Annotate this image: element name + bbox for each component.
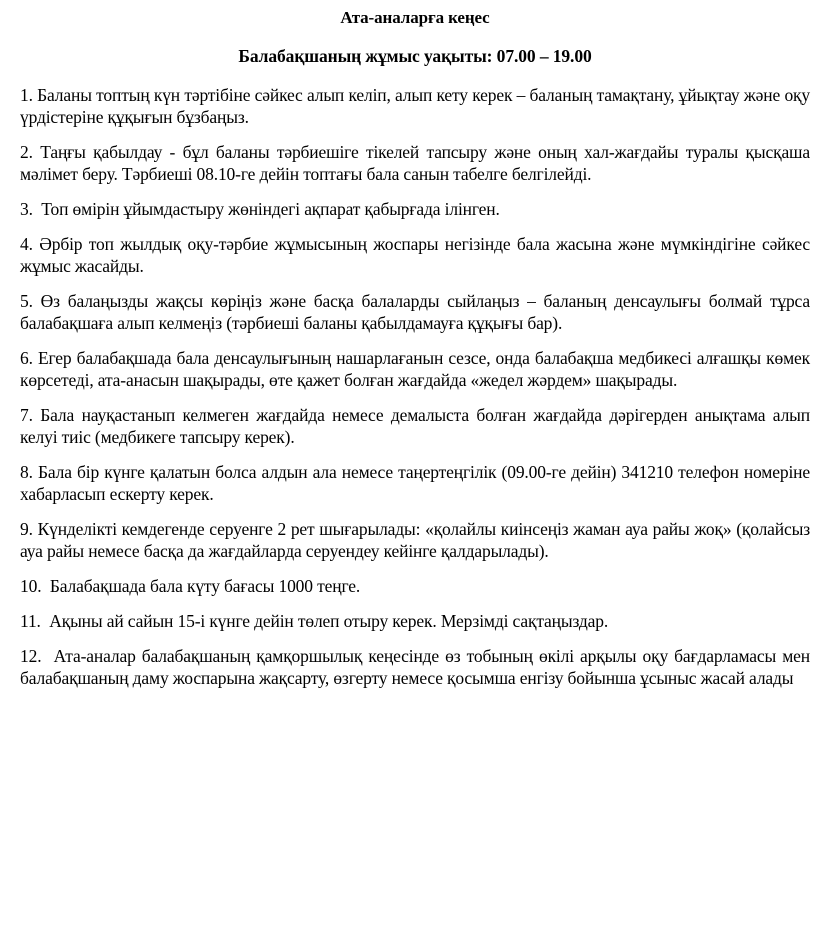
- item-number: 3.: [20, 199, 33, 219]
- item-text: Бала бір күнге қалатын болса алдын ала немесе таңертеңгілік (09.00-ге дейін) 341210 телефон номеріне хабарласып ескерту керек.: [20, 462, 810, 504]
- item-text: Балабақшада бала күту бағасы 1000 теңге.: [49, 576, 361, 596]
- item-text: Күнделікті кемдегенде серуенге 2 рет шығарылады: «қолайлы киінсеңіз жаман ауа райы жоқ» (қолайсыз ауа райы немесе басқа да жағдайларда серуендеу кейінге қалдарылады).: [20, 519, 811, 561]
- list-item: [20, 233, 810, 277]
- item-number: 4.: [20, 234, 33, 254]
- item-text: Егер балабақшада бала денсаулығының нашарлағанын сезсе, онда балабақша медбикесі алғашқы көмек көрсетеді, ата-анасын шақырады, өте қажет болған жағдайда «жедел жәрдем» шақырады.: [20, 348, 810, 390]
- list-item: [20, 518, 810, 562]
- item-number: 2.: [20, 142, 33, 162]
- item-text: Бала науқастанып келмеген жағдайда немесе демалыста болған жағдайда дәрігерден анықтама алып келуі тиіс (медбикеге тапсыру керек).: [20, 405, 810, 447]
- list-item: [20, 575, 810, 597]
- item-number: 5.: [20, 291, 33, 311]
- item-text: Таңғы қабылдау - бұл баланы тәрбиешіге тікелей тапсыру және оның хал-жағдайы туралы қысқаша мәлімет беру. Тәрбиеші 08.10-ге дейін топтағы бала санын табелге белгілейді.: [20, 142, 811, 184]
- list-item: [20, 645, 810, 689]
- list-item: [20, 610, 810, 632]
- list-item: [20, 347, 810, 391]
- item-text: Топ өмірін ұйымдастыру жөніндегі ақпарат қабырғада ілінген.: [41, 199, 500, 219]
- list-item: [20, 141, 810, 185]
- item-number: 8.: [20, 462, 33, 482]
- item-number: 7.: [20, 405, 33, 425]
- item-number: 6.: [20, 348, 33, 368]
- item-number: 12.: [20, 646, 42, 666]
- item-number: 11.: [20, 611, 41, 631]
- item-number: 10.: [20, 576, 42, 596]
- item-text: Ақыны ай сайын 15-і күнге дейін төлеп отыру керек. Мерзімді сақтаңыздар.: [49, 611, 609, 631]
- list-item: [20, 461, 810, 505]
- list-item: [20, 198, 810, 220]
- document-title: Ата-аналарға кеңес: [340, 8, 490, 27]
- item-text: Ата-аналар балабақшаның қамқоршылық кеңесінде өз тобының өкілі арқылы оқу бағдарламасы мен балабақшаның даму жоспарына жақсарту, өзгерту немесе қосымша енгізу бойынша ұсыныс жасай алады: [20, 646, 810, 688]
- list-item: [20, 84, 810, 128]
- advice-list: [20, 66, 810, 689]
- item-text: Әрбір топ жылдық оқу-тәрбие жұмысының жоспары негізінде бала жасына және мүмкіндігіне сәйкес жұмыс жасайды.: [20, 234, 810, 276]
- item-number: 9.: [20, 519, 33, 539]
- item-text: Баланы топтың күн тәртібіне сәйкес алып келіп, алып кету керек – баланың тамақтану, ұйықтау және оқу үрдістеріне құқығын бұзбаңыз.: [20, 85, 810, 127]
- item-number: 1.: [20, 85, 33, 105]
- item-text: Өз балаңызды жақсы көріңіз және басқа балаларды сыйлаңыз – баланың денсаулығы болмай тұрса балабақшаға алып келмеңіз (тәрбиеші баланы қабылдамауға құқығы бар).: [20, 291, 810, 333]
- working-hours-heading: Балабақшаның жұмыс уақыты: 07.00 – 19.00: [238, 46, 592, 66]
- list-item: [20, 290, 810, 334]
- list-item: [20, 404, 810, 448]
